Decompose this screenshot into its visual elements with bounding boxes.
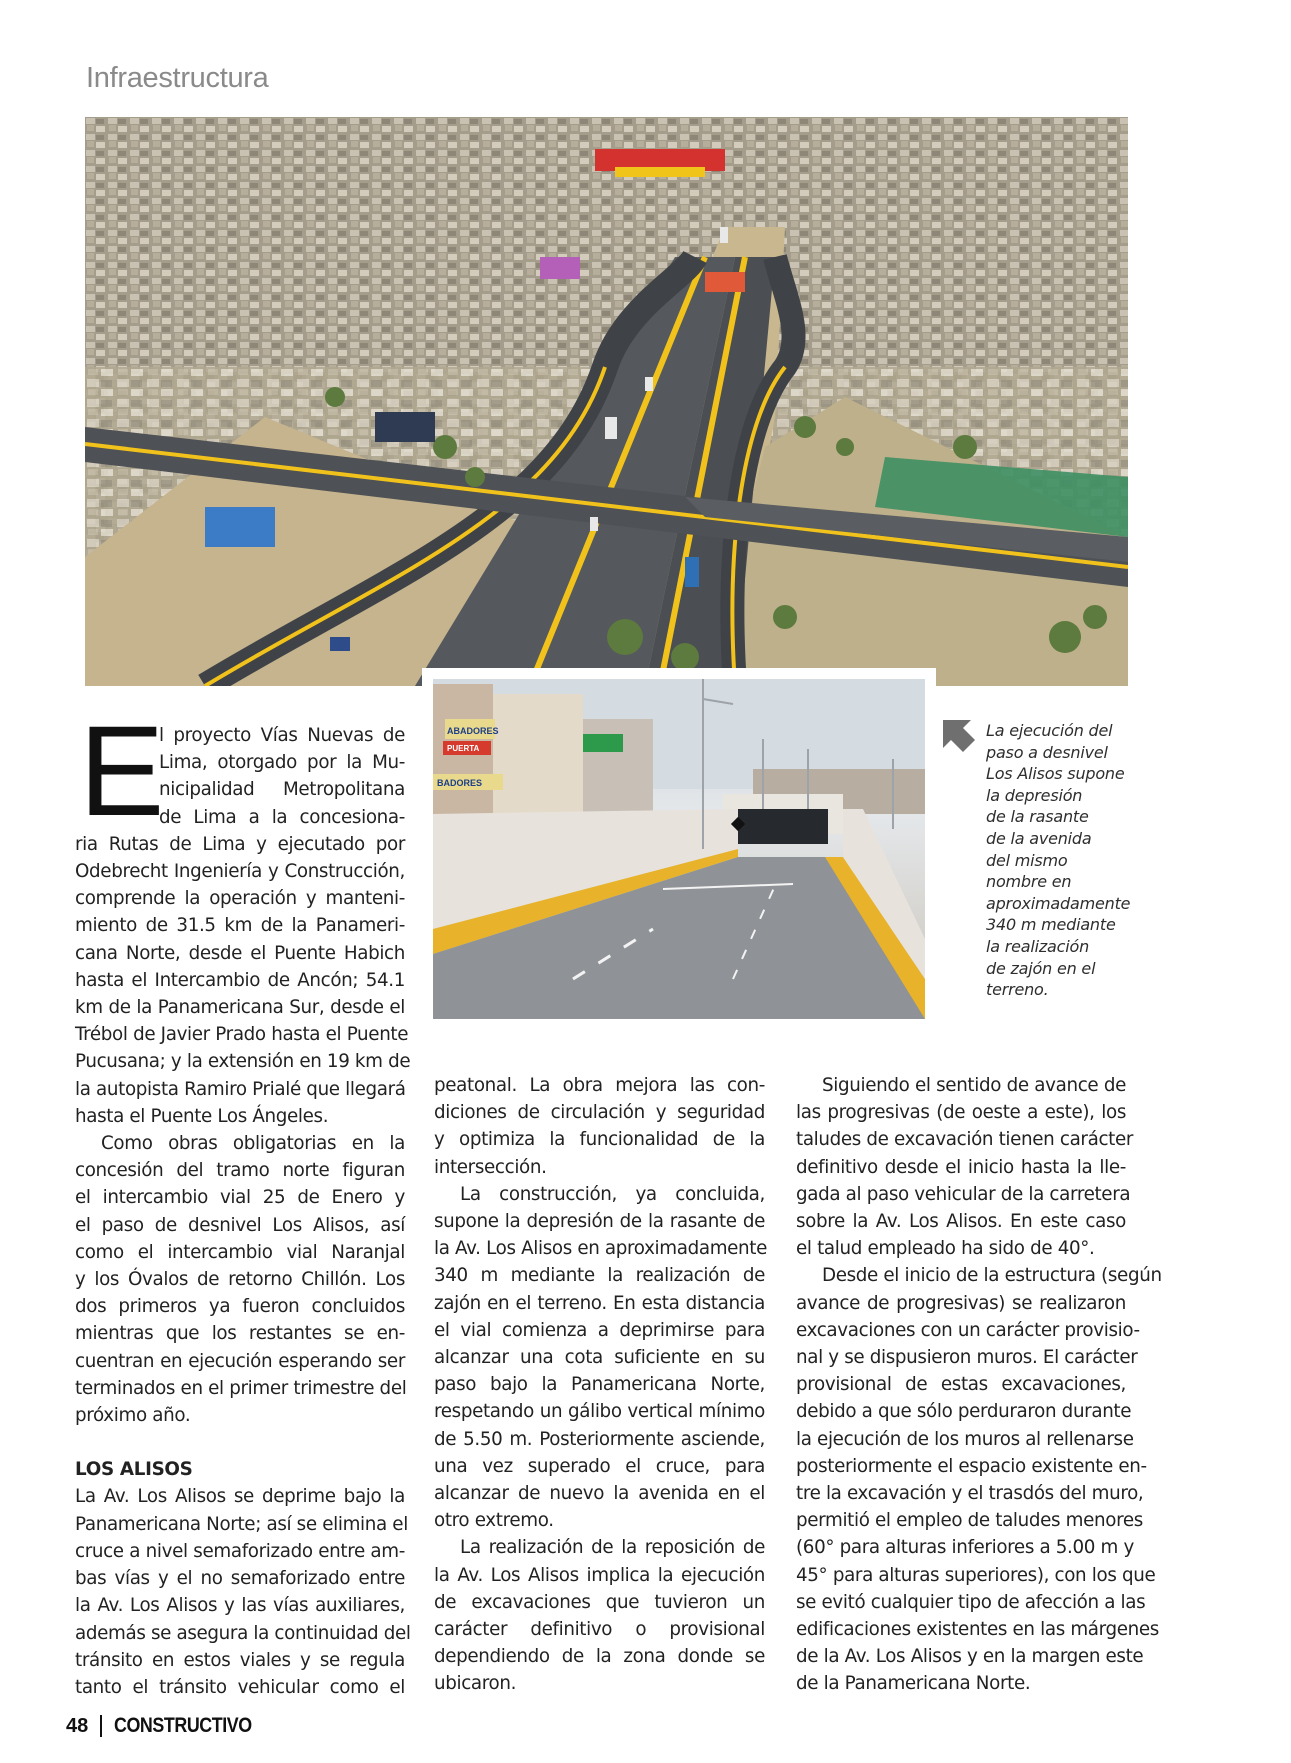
text-line: concesión del tramo norte figuran (75, 1160, 405, 1182)
text-line: excavaciones con un carácter provisio- (796, 1319, 1140, 1341)
caption-line: aproximadamente (986, 893, 1131, 913)
text-line: de Lima a la concesiona- (159, 806, 405, 828)
text-line: tre la excavación y el trasdós del muro, (796, 1483, 1144, 1505)
sign-text-1: ABADORES (447, 726, 499, 736)
text-line: provisional de estas excavaciones, (796, 1374, 1126, 1396)
text-line: la Av. Los Alisos y las vías auxiliares, (75, 1595, 405, 1617)
footer-divider (100, 1715, 102, 1737)
text-line: supone la depresión de la rasante de (434, 1211, 765, 1233)
text-line: La construcción, ya concluida, (460, 1183, 765, 1205)
text-line: una vez superado el cruce, para (434, 1455, 765, 1477)
text-line: cuentran en ejecución esperando ser (75, 1350, 405, 1372)
text-line: bas vías y el no semaforizado entre (75, 1568, 405, 1590)
text-line: definitivo desde el inicio hasta la lle- (796, 1156, 1126, 1178)
caption-line: la depresión (986, 785, 1083, 805)
text-line: 340 m mediante la realización de (434, 1265, 765, 1287)
text-line: gada al paso vehicular de la carretera (796, 1183, 1131, 1205)
text-line: nicipalidad Metropolitana (159, 779, 405, 801)
section-heading: LOS ALISOS (75, 1459, 193, 1481)
caption-line: La ejecución del (986, 721, 1113, 740)
drop-cap: E (79, 700, 165, 843)
text-line: debido a que sólo perduraron durante (796, 1401, 1132, 1423)
text-line: el paso de desnivel Los Alisos, así (75, 1214, 405, 1236)
magazine-name: CONSTRUCTIVO (114, 1714, 252, 1737)
text-line: La realización de la reposición de (460, 1537, 765, 1559)
text-line: dependiendo de la zona donde se (434, 1646, 765, 1668)
text-line: zajón en el terreno. En esta distancia (434, 1292, 765, 1314)
sign-text-3: BADORES (437, 778, 483, 788)
text-line: otro extremo. (434, 1510, 554, 1532)
text-line: edificaciones existentes en las márgenes (796, 1619, 1159, 1641)
caption-line: del mismo (986, 850, 1068, 870)
text-line: mientras que los restantes se en- (75, 1323, 405, 1345)
caption-line: de la avenida (986, 828, 1092, 848)
text-line: permitió el empleo de taludes menores (796, 1510, 1143, 1532)
text-line: ubicaron. (434, 1673, 517, 1695)
text-line: diciones de circulación y seguridad (434, 1102, 765, 1124)
text-line: y los Óvalos de retorno Chillón. Los (75, 1269, 405, 1291)
text-line: respetando un gálibo vertical mínimo (434, 1401, 765, 1423)
text-line: Desde el inicio de la estructura (según (822, 1265, 1162, 1287)
text-line: dos primeros ya fueron concluidos (75, 1296, 405, 1318)
text-line: próximo año. (75, 1405, 191, 1427)
text-line: terminados en el primer trimestre del (75, 1377, 407, 1399)
text-line: como el intercambio vial Naranjal (75, 1241, 405, 1263)
arrow-up-left-icon (941, 718, 977, 754)
sign-text-2: PUERTA (447, 744, 480, 753)
text-line: Lima, otorgado por la Mu- (159, 752, 405, 774)
aerial-photo-illustration (85, 117, 1128, 686)
caption-line: Los Alisos supone (986, 764, 1125, 784)
text-line: posteriormente el espacio existente en- (796, 1455, 1147, 1477)
section-label: Infraestructura (86, 62, 269, 94)
text-line: cruce a nivel semaforizado entre am- (75, 1540, 405, 1562)
text-line: cana Norte, desde el Puente Habich (75, 942, 405, 964)
text-line: la autopista Ramiro Prialé que llegará (75, 1078, 406, 1100)
text-line: nal y se dispusieron muros. El carácter (796, 1347, 1138, 1369)
text-line: la Av. Los Alisos en aproximadamente (434, 1238, 768, 1260)
text-line: alcanzar una cota suficiente en su (434, 1347, 765, 1369)
tunnel-photo-illustration (433, 679, 925, 1019)
text-line: la ejecución de los muros al rellenarse (796, 1428, 1134, 1450)
caption-line: de la rasante (986, 807, 1089, 827)
text-line: de excavaciones que tuvieron un (434, 1591, 765, 1613)
text-line: tránsito en estos viales y se regula (75, 1649, 405, 1671)
text-line: (60° para alturas inferiores a 5.00 m y (796, 1537, 1134, 1559)
article-column-3 (796, 1072, 1162, 1698)
article-column-2 (434, 1072, 768, 1698)
text-line: carácter definitivo o provisional (434, 1619, 765, 1641)
text-line: alcanzar de nuevo la avenida en el (434, 1483, 765, 1505)
text-line: tanto el tránsito vehicular como el (75, 1676, 405, 1698)
text-line: paso bajo la Panamericana Norte, (434, 1374, 765, 1396)
page-footer (66, 1714, 276, 1738)
text-line: hasta el Puente Los Ángeles. (75, 1105, 329, 1127)
text-line: intersección. (434, 1156, 547, 1178)
text-line: Pucusana; y la extensión en 19 km de (75, 1051, 411, 1073)
caption-line: paso a desnivel (986, 742, 1108, 762)
aerial-photo-interchange (85, 117, 1128, 686)
caption-line: de zajón en el (986, 958, 1096, 978)
text-line: hasta el Intercambio de Ancón; 54.1 (75, 969, 405, 991)
text-line: y optimiza la funcionalidad de la (434, 1129, 765, 1151)
caption-line: terreno. (986, 980, 1049, 1000)
text-line: comprende la operación y manteni- (75, 888, 405, 910)
text-line: peatonal. La obra mejora las con- (434, 1075, 765, 1096)
text-line: se evitó cualquier tipo de afección a las (796, 1591, 1146, 1613)
tunnel-photo-los-alisos (433, 679, 925, 1019)
text-line: km de la Panamericana Sur, desde el (75, 997, 405, 1019)
page-number: 48 (66, 1714, 89, 1737)
text-line: Trébol de Javier Prado hasta el Puente (75, 1024, 409, 1046)
text-line: taludes de excavación tienen carácter (796, 1129, 1134, 1151)
text-line: La Av. Los Alisos se deprime bajo la (75, 1486, 405, 1508)
text-line: de 5.50 m. Posteriormente asciende, (434, 1428, 765, 1450)
text-line: ria Rutas de Lima y ejecutado por (75, 833, 405, 855)
caption-line: 340 m mediante (986, 915, 1116, 935)
text-line: de la Av. Los Alisos y en la margen este (796, 1646, 1144, 1668)
text-line: las progresivas (de oeste a este), los (796, 1102, 1126, 1124)
text-line: además se asegura la continuidad del (75, 1622, 411, 1644)
text-line: el intercambio vial 25 de Enero y (75, 1187, 405, 1209)
text-line: 45° para alturas superiores), con los que (796, 1564, 1156, 1586)
caption-line: nombre en (986, 872, 1072, 892)
caption-line: la realización (986, 936, 1090, 956)
text-line: el talud empleado ha sido de 40°. (796, 1238, 1095, 1260)
photo-caption (986, 720, 1136, 1001)
inset-photo-frame (422, 668, 936, 1030)
article-column-1 (75, 700, 411, 1701)
text-line: Como obras obligatorias en la (101, 1133, 405, 1155)
text-line: avance de progresivas) se realizaron (796, 1292, 1126, 1314)
text-line: miento de 31.5 km de la Panameri- (75, 915, 405, 937)
text-line: Panamericana Norte; así se elimina el (75, 1513, 408, 1535)
text-line: la Av. Los Alisos implica la ejecución (434, 1564, 765, 1586)
text-line: l proyecto Vías Nuevas de (159, 725, 405, 746)
text-line: Odebrecht Ingeniería y Construcción, (75, 861, 405, 883)
text-line: Siguiendo el sentido de avance de (822, 1075, 1126, 1096)
text-line: sobre la Av. Los Alisos. En este caso (796, 1211, 1126, 1233)
text-line: el vial comienza a deprimirse para (434, 1319, 765, 1341)
text-line: de la Panamericana Norte. (796, 1673, 1031, 1695)
